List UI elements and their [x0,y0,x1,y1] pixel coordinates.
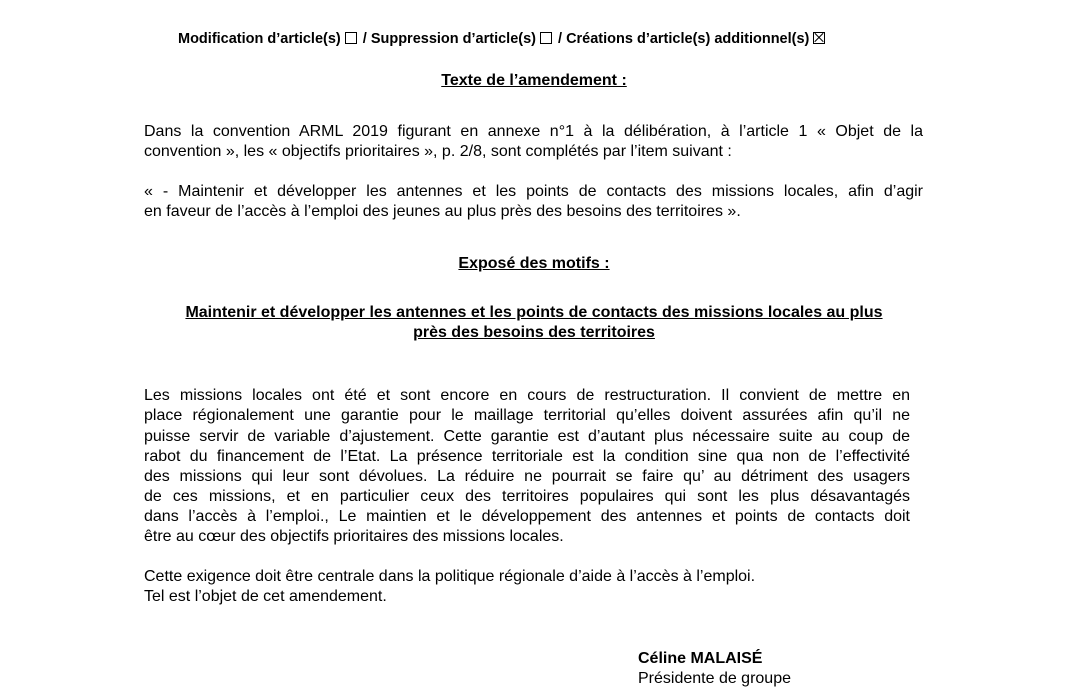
motifs-body-line: Les missions locales ont été et sont encore en cours de restructuration. Il convient de mettre en [144,387,910,404]
checkbox-crossed-icon [813,32,825,44]
amendment-type-options [178,30,831,49]
signatory-name: Céline MALAISÉ [638,650,763,667]
motifs-body-line: rabot du financement de l’Etat. La présence territoriale est la condition sine qua non de l’effectivité [144,448,910,465]
motifs-body-line: place régionalement une garantie pour le maillage territorial qu’elles doivent assurées afin qu’il ne [144,407,910,424]
amendment-intro-line: convention », les « objectifs prioritaires », p. 2/8, sont complétés par l’item suivant : [144,143,732,160]
motifs-body-line: puisse servir de variable d’ajustement. Cette garantie est d’autant plus nécessaire suite au coup de [144,428,910,445]
closing-line: Tel est l’objet de cet amendement. [144,588,387,605]
motifs-title: Exposé des motifs : [458,255,610,272]
motifs-body-line: dans l’accès à l’emploi., Le maintien et le développement des antennes et points de contacts doit [144,508,910,525]
amendment-quote-line: « - Maintenir et développer les antennes et les points de contacts des missions locales, afin d’agir [144,183,923,200]
cropped-top-line [370,0,700,2]
amendment-quote-line: en faveur de l’accès à l’emploi des jeunes au plus près des besoins des territoires ». [144,203,741,220]
closing-line: Cette exigence doit être centrale dans la politique régionale d’aide à l’accès à l’emploi. [144,568,756,585]
option-modification: Modification d’article(s) / [178,31,367,47]
amendment-intro-line: Dans la convention ARML 2019 figurant en annexe n°1 à la délibération, à l’article 1 « Objet de la [144,123,923,140]
motifs-body-line: être au cœur des objectifs prioritaires des missions locales. [144,528,564,545]
checkbox-empty-icon [345,32,357,44]
option-suppression: Suppression d’article(s) / [370,31,563,47]
amendment-title: Texte de l’amendement : [441,72,627,89]
option-creation: Créations d’article(s) additionnel(s) [566,31,831,47]
motifs-body-line: de ces missions, et en particulier ceux des territoires populaires qui sont les plus désavantagés [144,488,910,505]
signatory-role: Présidente de groupe [638,670,791,687]
motifs-subtitle-line: près des besoins des territoires [413,324,655,341]
motifs-subtitle-line: Maintenir et développer les antennes et les points de contacts des missions locales au plus [185,304,883,321]
motifs-body-line: des missions qui leur sont dévolues. La réduire ne pourrait se faire qu’ au détriment des usagers [144,468,910,485]
checkbox-empty-icon [540,32,552,44]
